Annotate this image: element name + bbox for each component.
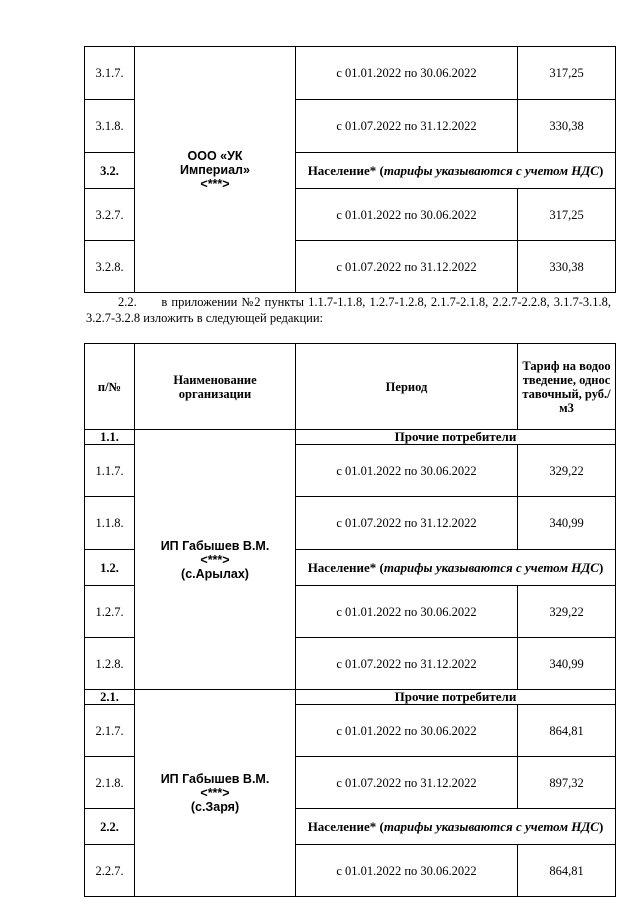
row-number: 2.2.7. [85,845,135,897]
tariff-value: 330,38 [518,241,616,293]
tariff-value: 330,38 [518,100,616,153]
category-population: Население* (тарифы указываются с учетом НДС) [296,550,616,586]
tariff-value: 340,99 [518,638,616,690]
period-cell: с 01.07.2022 по 31.12.2022 [296,638,518,690]
tariff-value: 864,81 [518,705,616,757]
header-organization: Наименование организации [135,344,296,430]
period-cell: с 01.01.2022 по 30.06.2022 [296,445,518,497]
header-number: п/№ [85,344,135,430]
tariff-table-1 [84,46,616,293]
period-cell: с 01.07.2022 по 31.12.2022 [296,497,518,550]
tariff-value: 329,22 [518,586,616,638]
row-number: 2.1.8. [85,757,135,809]
row-number: 1.1.7. [85,445,135,497]
period-cell: с 01.01.2022 по 30.06.2022 [296,845,518,897]
amendment-paragraph: 2.2. в приложении №2 пункты 1.1.7-1.1.8, 1.2.7-1.2.8, 2.1.7-2.1.8, 2.2.7-2.2.8, 3.1.7-3.1.8, 3.2.7-3.2.8 изложить в следующей редакции: [86,295,611,325]
period-cell: с 01.07.2022 по 31.12.2022 [296,241,518,293]
organization-name: ООО «УК Империал» <***> [135,47,296,293]
header-period: Период [296,344,518,430]
row-number: 1.2.7. [85,586,135,638]
category-population: Население* (тарифы указываются с учетом НДС) [296,153,616,189]
tariff-value: 329,22 [518,445,616,497]
organization-name: ИП Габышев В.М. <***> (с.Заря) [135,690,296,897]
period-cell: с 01.01.2022 по 30.06.2022 [296,47,518,100]
period-cell: с 01.07.2022 по 31.12.2022 [296,100,518,153]
tariff-value: 317,25 [518,47,616,100]
category-other-consumers: Прочие потребители [296,430,616,445]
tariff-value: 340,99 [518,497,616,550]
section-number: 1.1. [85,430,135,445]
row-number: 3.2.8. [85,241,135,293]
row-number: 1.2.8. [85,638,135,690]
category-other-consumers: Прочие потребители [296,690,616,705]
row-number: 3.2.7. [85,189,135,241]
tariff-value: 864,81 [518,845,616,897]
section-number: 2.1. [85,690,135,705]
row-number: 3.1.8. [85,100,135,153]
row-number: 1.1.8. [85,497,135,550]
period-cell: с 01.01.2022 по 30.06.2022 [296,189,518,241]
row-number: 3.1.7. [85,47,135,100]
period-cell: с 01.07.2022 по 31.12.2022 [296,757,518,809]
category-population: Население* (тарифы указываются с учетом НДС) [296,809,616,845]
organization-name: ИП Габышев В.М. <***> (с.Арылах) [135,430,296,690]
section-number: 3.2. [85,153,135,189]
period-cell: с 01.01.2022 по 30.06.2022 [296,586,518,638]
period-cell: с 01.01.2022 по 30.06.2022 [296,705,518,757]
tariff-table-2 [84,343,616,897]
section-number: 1.2. [85,550,135,586]
section-number: 2.2. [85,809,135,845]
tariff-value: 317,25 [518,189,616,241]
row-number: 2.1.7. [85,705,135,757]
header-tariff: Тариф на водоотведение, одноставочный, руб./м3 [518,344,616,430]
tariff-value: 897,32 [518,757,616,809]
